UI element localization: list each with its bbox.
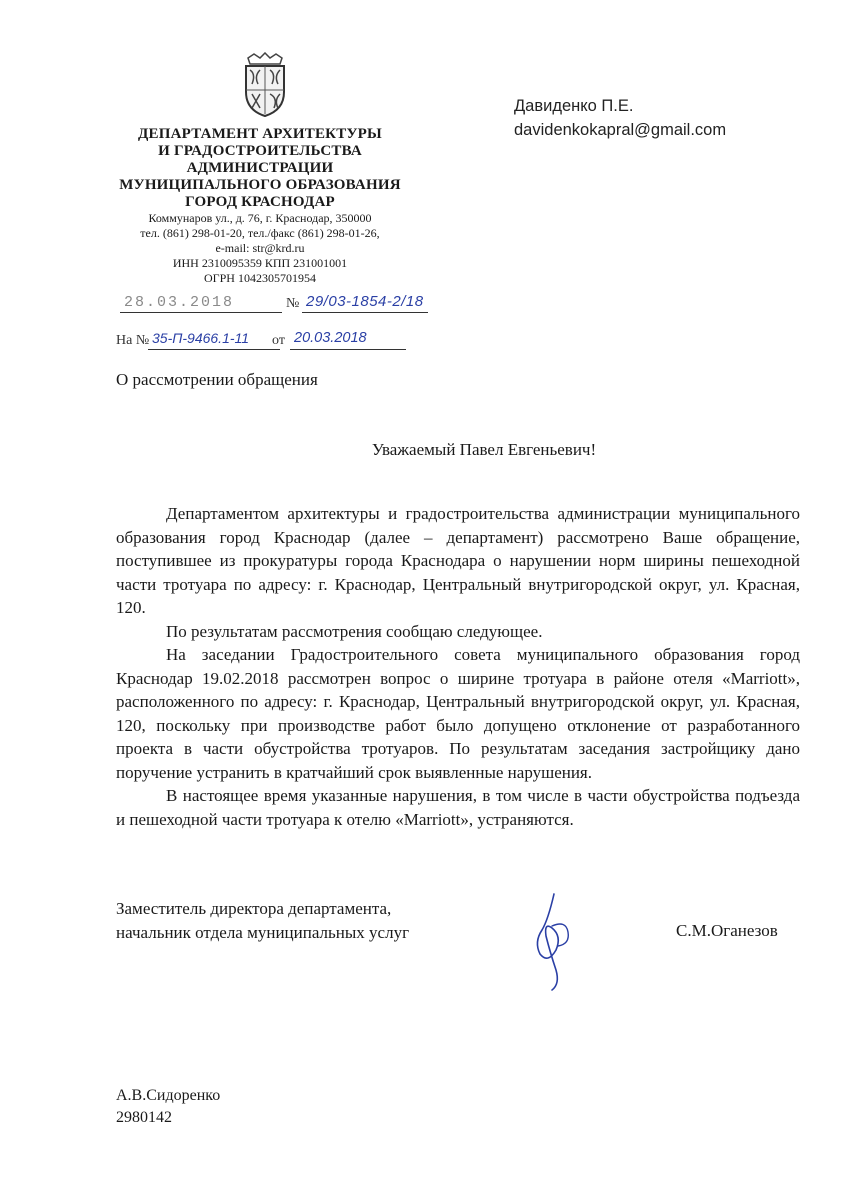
signatory-title (116, 897, 409, 945)
department-name-line: ГОРОД КРАСНОДАР (185, 194, 335, 210)
department-name (100, 126, 420, 211)
handwritten-signature (522, 890, 582, 992)
number-sign: № (286, 296, 300, 311)
incoming-number-label: На № (116, 333, 150, 348)
body-paragraph: Департаментом архитектуры и градостроительства администрации муниципального образования город Краснодар (далее – департамент) рассмотрено Ваше обращение, поступившее из прокуратуры города Краснодара о нарушении норм ширины пешеходной части тротуара по адресу: г. Краснодар, Центральный внутригородской округ, ул. Красная, 120. (116, 504, 800, 617)
letter-body (116, 502, 800, 831)
address-line: Коммунаров ул., д. 76, г. Краснодар, 350000 (148, 211, 372, 225)
incoming-date: 20.03.2018 (294, 330, 367, 346)
coat-of-arms-icon (240, 52, 290, 118)
inn-line: ИНН 2310095359 КПП 231001001 (172, 256, 348, 270)
signatory-name: С.М.Оганезов (676, 921, 778, 940)
signatory-title-line: Заместитель директора департамента, (116, 899, 392, 918)
registration-date-stamp: 28.03.2018 (124, 294, 235, 311)
date-underline (120, 312, 282, 313)
incoming-number: 35-П-9466.1-11 (152, 330, 250, 346)
recipient-email: davidenkokapral@gmail.com (514, 121, 727, 139)
incoming-date-label: от (272, 333, 285, 348)
recipient-block (514, 94, 726, 142)
department-contacts (100, 211, 420, 286)
body-paragraph: По результатам рассмотрения сообщаю следующее. (166, 621, 543, 641)
outgoing-number: 29/03-1854-2/18 (306, 293, 424, 310)
body-paragraph: В настоящее время указанные нарушения, в том числе в части обустройства подъезда и пешеходной части тротуара к отелю «Marriott», устраняются. (116, 786, 800, 829)
department-name-line: И ГРАДОСТРОИТЕЛЬСТВА (158, 143, 362, 159)
department-name-line: АДМИНИСТРАЦИИ (186, 160, 334, 176)
greeting: Уважаемый Павел Евгеньевич! (371, 440, 597, 459)
email-line: e-mail: str@krd.ru (215, 241, 305, 255)
ogrn-line: ОГРН 1042305701954 (204, 271, 316, 285)
phone-line: тел. (861) 298-01-20, тел./факс (861) 298-01-26, (140, 226, 380, 240)
executor-block (116, 1085, 220, 1129)
incoming-number-underline (148, 349, 280, 350)
recipient-name: Давиденко П.Е. (514, 97, 634, 115)
executor-phone: 2980142 (116, 1109, 172, 1126)
department-name-line: ДЕПАРТАМЕНТ АРХИТЕКТУРЫ (138, 126, 382, 142)
letter-subject: О рассмотрении обращения (116, 370, 318, 389)
number-underline (302, 312, 428, 313)
executor-name: А.В.Сидоренко (116, 1087, 221, 1104)
body-paragraph: На заседании Градостроительного совета муниципального образования город Краснодар 19.02.2018 рассмотрен вопрос о ширине тротуара в районе отеля «Marriott», расположенного по адресу: г. Краснодар, Центральный внутригородской округ, ул. Красная, 120, поскольку при производстве работ было допущено отклонение от разработанного проекта в части обустройства тротуаров. По результатам заседания застройщику дано поручение устранить в кратчайший срок выявленные нарушения. (116, 645, 800, 782)
department-name-line: МУНИЦИПАЛЬНОГО ОБРАЗОВАНИЯ (119, 177, 401, 193)
incoming-date-underline (290, 349, 406, 350)
signatory-title-line: начальник отдела муниципальных услуг (116, 923, 410, 942)
